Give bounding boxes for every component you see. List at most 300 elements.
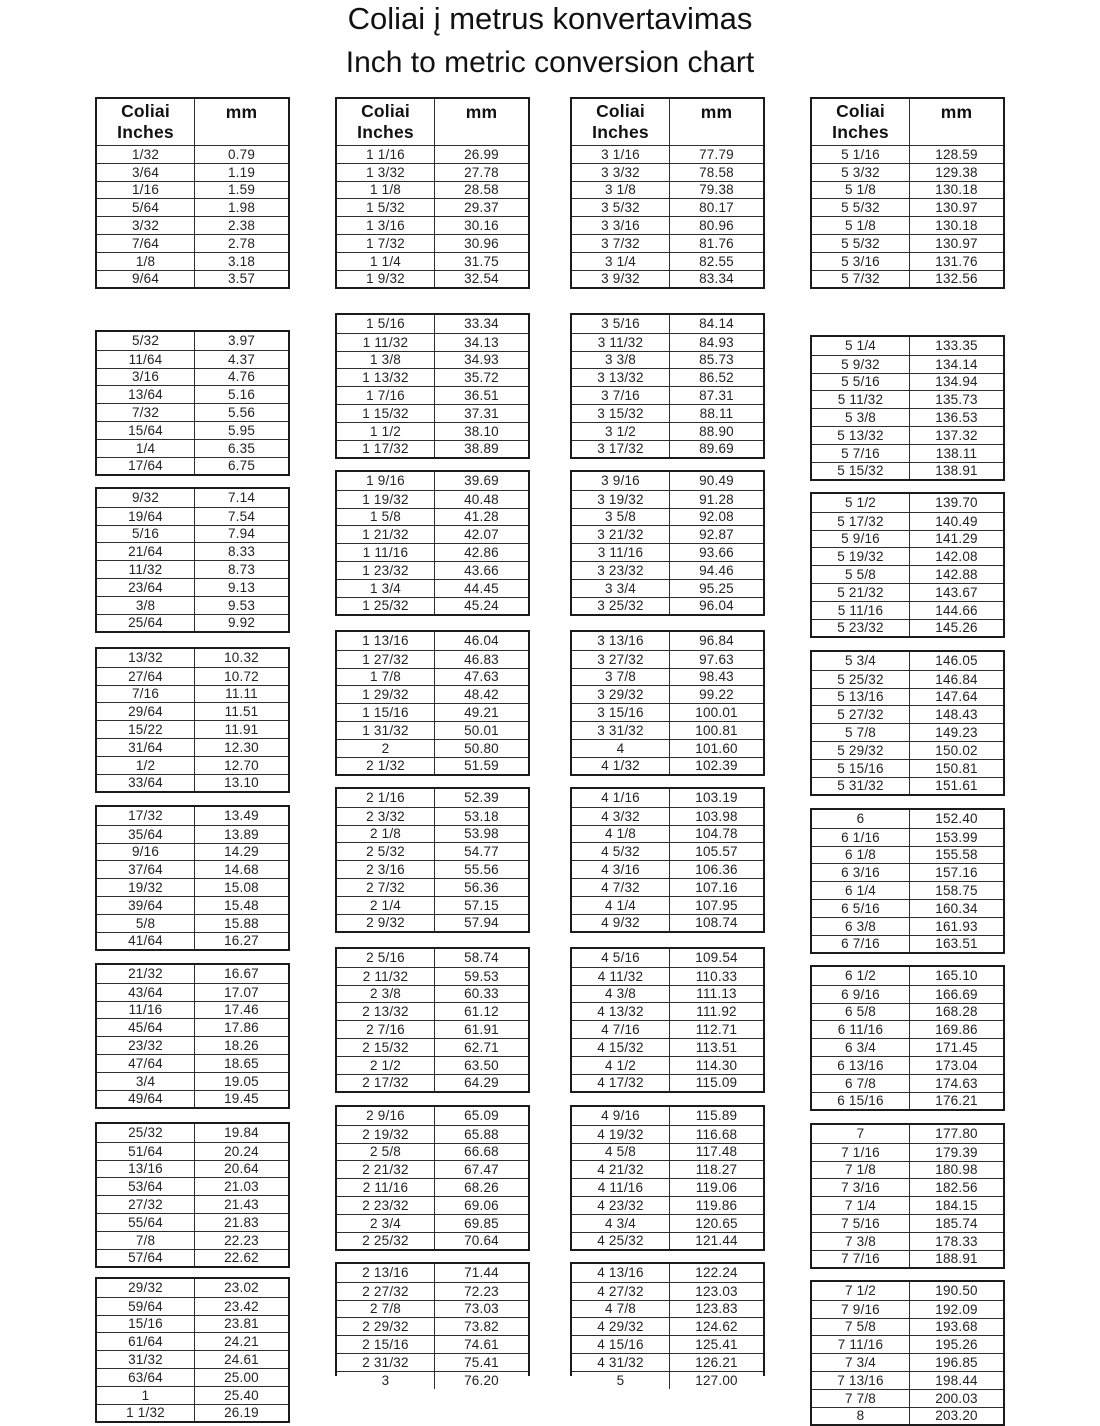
- table-row: [812, 1232, 1003, 1250]
- inches-cell: 7: [812, 1125, 910, 1143]
- mm-cell: 17.86: [224, 1020, 259, 1036]
- inches-cell: 5/32: [97, 332, 195, 350]
- inches-cell: 5 9/32: [812, 356, 910, 373]
- mm-cell: 15.08: [224, 880, 259, 896]
- mm-cell: 4.37: [227, 351, 256, 367]
- inches-cell: 6 7/16: [812, 936, 910, 953]
- mm-cell: 47.63: [464, 669, 499, 685]
- inches-header-line2: Inches: [357, 122, 414, 142]
- inches-cell: 1 5/8: [337, 509, 435, 526]
- mm-cell: 61.91: [464, 1022, 499, 1038]
- table-row: [572, 949, 763, 967]
- table-row: [812, 1282, 1003, 1300]
- inches-header-line1: Coliai: [361, 101, 410, 121]
- mm-cell: 149.23: [935, 725, 978, 741]
- inches-cell: 11/32: [97, 561, 195, 578]
- table-row: [572, 985, 763, 1003]
- inches-cell: 21/64: [97, 543, 195, 560]
- mm-cell: 143.67: [935, 584, 978, 600]
- table-row: [572, 668, 763, 686]
- inches-cell: 5/8: [97, 915, 195, 932]
- inches-cell: 23/32: [97, 1037, 195, 1054]
- table-row: [812, 619, 1003, 637]
- table-row: [337, 1282, 528, 1300]
- table-row: [572, 1056, 763, 1074]
- table-row: [572, 914, 763, 932]
- inches-cell: 1 7/8: [337, 669, 435, 686]
- mm-cell: 118.27: [695, 1162, 738, 1178]
- mm-cell: 25.00: [224, 1369, 259, 1385]
- inches-cell: 1 1/8: [337, 182, 435, 199]
- inches-cell: 6 1/8: [812, 847, 910, 864]
- inches-cell: 33/64: [97, 775, 195, 792]
- table-row: [812, 1335, 1003, 1353]
- table-row: [812, 337, 1003, 355]
- mm-cell: 130.97: [935, 200, 978, 216]
- mm-cell: 136.53: [935, 410, 978, 426]
- inches-cell: 1/4: [97, 440, 195, 457]
- mm-cell: 8.33: [227, 544, 256, 560]
- inches-cell: 2 1/2: [337, 1057, 435, 1074]
- inches-cell: 2 23/32: [337, 1197, 435, 1214]
- mm-cell: 140.49: [935, 513, 978, 529]
- table-row: [572, 1282, 763, 1300]
- table-row: [337, 386, 528, 404]
- mm-cell: 11.91: [224, 722, 259, 738]
- inches-cell: 5 15/16: [812, 760, 910, 777]
- mm-cell: 26.19: [224, 1405, 259, 1421]
- table-row: [337, 163, 528, 181]
- table-row: [572, 721, 763, 739]
- inches-cell: 4 13/32: [572, 1003, 670, 1020]
- mm-cell: 66.68: [464, 1144, 499, 1160]
- table-row: [812, 373, 1003, 391]
- table-row: [97, 1231, 288, 1249]
- inches-cell: 1 1/32: [97, 1405, 195, 1422]
- table-row: [812, 1161, 1003, 1179]
- table-row: [337, 632, 528, 650]
- mm-cell: 111.92: [696, 1004, 737, 1020]
- inches-cell: 13/16: [97, 1161, 195, 1178]
- inches-cell: 2 1/8: [337, 826, 435, 843]
- mm-cell: 38.10: [464, 423, 499, 439]
- table-row: [572, 234, 763, 252]
- table-row: [572, 579, 763, 597]
- table-row: [97, 614, 288, 632]
- inches-header-cell: [97, 99, 195, 145]
- conversion-table: [570, 1262, 765, 1388]
- mm-cell: 6.75: [227, 458, 256, 474]
- mm-cell: 11.51: [224, 704, 259, 720]
- mm-cell: 92.87: [699, 527, 734, 543]
- table-row: [572, 757, 763, 775]
- table-row: [812, 881, 1003, 899]
- table-row: [812, 252, 1003, 270]
- mm-cell: 3.97: [227, 333, 256, 349]
- inches-cell: 7 5/8: [812, 1319, 910, 1336]
- inches-cell: 7 7/16: [812, 1251, 910, 1268]
- mm-cell: 138.11: [935, 445, 978, 461]
- inches-cell: 3 13/32: [572, 369, 670, 386]
- table-row: [337, 1214, 528, 1232]
- inches-cell: 17/64: [97, 458, 195, 475]
- inches-cell: 6 1/2: [812, 967, 910, 985]
- inches-cell: 1/2: [97, 757, 195, 774]
- table-row: [337, 685, 528, 703]
- table-row: [812, 705, 1003, 723]
- inches-cell: 5 3/4: [812, 652, 910, 670]
- inches-cell: 23/64: [97, 579, 195, 596]
- mm-cell: 112.71: [695, 1022, 738, 1038]
- mm-cell: 23.42: [224, 1298, 259, 1314]
- table-row: [97, 965, 288, 983]
- mm-cell: 42.07: [464, 527, 499, 543]
- inches-cell: 5 21/32: [812, 584, 910, 601]
- table-row: [337, 270, 528, 288]
- inches-cell: 5/64: [97, 199, 195, 216]
- mm-cell: 20.64: [224, 1161, 259, 1177]
- table-row: [337, 543, 528, 561]
- mm-cell: 10.32: [224, 650, 259, 666]
- inches-cell: 5 1/8: [812, 182, 910, 199]
- table-row: [97, 542, 288, 560]
- mm-cell: 22.62: [224, 1250, 259, 1266]
- table-row: [97, 270, 288, 288]
- inches-cell: 7 1/8: [812, 1162, 910, 1179]
- table-row: [812, 985, 1003, 1003]
- table-row: [572, 252, 763, 270]
- table-row: [337, 860, 528, 878]
- mm-cell: 69.06: [464, 1197, 499, 1213]
- mm-cell: 34.13: [464, 334, 499, 350]
- mm-cell: 15.48: [224, 897, 259, 913]
- table-row: [337, 404, 528, 422]
- table-row: [572, 216, 763, 234]
- mm-cell: 173.04: [935, 1057, 978, 1073]
- inches-header-cell: [337, 99, 435, 145]
- table-row: [337, 1038, 528, 1056]
- inches-cell: 1 1/4: [337, 253, 435, 270]
- inches-cell: 5 23/32: [812, 620, 910, 637]
- inches-cell: 2 11/16: [337, 1179, 435, 1196]
- table-row: [337, 525, 528, 543]
- table-row: [572, 1196, 763, 1214]
- inches-cell: 2 21/32: [337, 1161, 435, 1178]
- table-row: [572, 632, 763, 650]
- mm-cell: 96.84: [699, 633, 734, 649]
- mm-cell: 16.27: [224, 933, 259, 949]
- mm-cell: 73.82: [464, 1319, 499, 1335]
- inches-cell: 7/64: [97, 235, 195, 252]
- table-row: [97, 1279, 288, 1297]
- table-row: [337, 914, 528, 932]
- inches-cell: 3 15/32: [572, 405, 670, 422]
- table-row: [337, 1300, 528, 1318]
- mm-cell: 93.66: [699, 545, 734, 561]
- inches-cell: 2 13/16: [337, 1264, 435, 1282]
- conversion-table: [810, 650, 1005, 796]
- inches-cell: 3 1/2: [572, 423, 670, 440]
- mm-cell: 99.22: [699, 687, 734, 703]
- inches-cell: 5 1/16: [812, 146, 910, 163]
- table-row: [337, 1371, 528, 1389]
- table-row: [337, 1178, 528, 1196]
- inches-cell: 3 31/32: [572, 722, 670, 739]
- mm-cell: 102.39: [695, 758, 738, 774]
- table-row: [337, 333, 528, 351]
- inches-cell: 5 7/8: [812, 724, 910, 741]
- mm-cell: 83.34: [699, 271, 734, 287]
- table-row: [812, 846, 1003, 864]
- mm-cell: 5.95: [227, 422, 256, 438]
- inches-cell: 1 5/32: [337, 199, 435, 216]
- inches-cell: 1/16: [97, 182, 195, 199]
- table-row: [97, 1315, 288, 1333]
- table-row: [337, 579, 528, 597]
- table-row: [97, 596, 288, 614]
- table-row: [97, 914, 288, 932]
- mm-cell: 46.04: [464, 633, 499, 649]
- inches-cell: 3 7/8: [572, 669, 670, 686]
- mm-cell: 166.69: [935, 986, 978, 1002]
- mm-cell: 4.76: [227, 369, 256, 385]
- inches-cell: 37/64: [97, 861, 195, 878]
- table-row: [337, 252, 528, 270]
- mm-cell: 85.73: [699, 352, 734, 368]
- mm-cell: 30.96: [464, 235, 499, 251]
- inches-cell: 4 5/32: [572, 843, 670, 860]
- mm-cell: 115.89: [695, 1108, 738, 1124]
- table-row: [572, 1232, 763, 1250]
- mm-cell: 179.39: [935, 1144, 978, 1160]
- table-row: [337, 789, 528, 807]
- inches-cell: 47/64: [97, 1055, 195, 1072]
- inches-cell: 1 5/16: [337, 315, 435, 333]
- table-row: [572, 825, 763, 843]
- inches-cell: 7 1/16: [812, 1144, 910, 1161]
- table-row: [97, 1297, 288, 1315]
- table-row: [812, 530, 1003, 548]
- inches-cell: 27/32: [97, 1196, 195, 1213]
- mm-cell: 33.34: [464, 316, 499, 332]
- mm-cell: 1.19: [227, 164, 256, 180]
- table-row: [97, 457, 288, 475]
- inches-cell: 5 5/8: [812, 566, 910, 583]
- mm-cell: 13.89: [224, 826, 259, 842]
- mm-cell: 142.08: [935, 549, 978, 565]
- table-row: [337, 757, 528, 775]
- table-row: [812, 1020, 1003, 1038]
- mm-cell: 13.49: [224, 808, 259, 824]
- mm-cell: 176.21: [935, 1093, 978, 1109]
- mm-cell: 9.13: [227, 579, 256, 595]
- table-row: [337, 668, 528, 686]
- inches-cell: 5 29/32: [812, 742, 910, 759]
- mm-cell: 125.41: [695, 1337, 738, 1353]
- inches-cell: 1 3/32: [337, 164, 435, 181]
- mm-cell: 20.24: [224, 1143, 259, 1159]
- table-row: [572, 789, 763, 807]
- table-row: [572, 1074, 763, 1092]
- table-row: [97, 1124, 288, 1142]
- table-row: [337, 739, 528, 757]
- conversion-table: [810, 1280, 1005, 1426]
- table-row: [812, 1125, 1003, 1143]
- mm-cell: 24.21: [224, 1334, 259, 1350]
- mm-cell: 19.45: [224, 1091, 259, 1107]
- table-row: [97, 578, 288, 596]
- inches-cell: 39/64: [97, 897, 195, 914]
- mm-header-cell: mm: [940, 102, 973, 122]
- inches-cell: 15/22: [97, 721, 195, 738]
- inches-cell: 1 17/32: [337, 441, 435, 458]
- conversion-table: [95, 963, 290, 1109]
- table-row: [97, 738, 288, 756]
- mm-cell: 103.98: [695, 808, 738, 824]
- table-row: [812, 1407, 1003, 1425]
- table-row: [97, 1195, 288, 1213]
- inches-cell: 35/64: [97, 826, 195, 843]
- table-row: [337, 181, 528, 199]
- mm-cell: 2.78: [227, 235, 256, 251]
- table-row: [572, 198, 763, 216]
- inches-cell: 5 3/16: [812, 253, 910, 270]
- mm-cell: 63.50: [464, 1057, 499, 1073]
- table-row: [572, 386, 763, 404]
- mm-cell: 108.74: [695, 915, 738, 931]
- inches-cell: 3/32: [97, 217, 195, 234]
- mm-cell: 124.62: [695, 1319, 738, 1335]
- table-row: [572, 1143, 763, 1161]
- mm-cell: 53.18: [464, 808, 499, 824]
- inches-cell: 5 15/32: [812, 463, 910, 480]
- table-row: [97, 983, 288, 1001]
- inches-cell: 3 11/16: [572, 544, 670, 561]
- mm-cell: 165.10: [935, 968, 978, 984]
- mm-cell: 21.43: [224, 1197, 259, 1213]
- inches-cell: 2 7/32: [337, 879, 435, 896]
- table-row: [337, 896, 528, 914]
- mm-cell: 122.24: [695, 1265, 738, 1281]
- mm-cell: 168.28: [935, 1004, 978, 1020]
- table-row: [812, 234, 1003, 252]
- mm-cell: 89.69: [699, 441, 734, 457]
- inches-cell: 19/32: [97, 879, 195, 896]
- table-row: [812, 723, 1003, 741]
- table-row: [97, 1036, 288, 1054]
- mm-cell: 178.33: [935, 1233, 978, 1249]
- inches-cell: 6: [812, 810, 910, 828]
- table-row: [97, 932, 288, 950]
- mm-cell: 119.86: [695, 1197, 738, 1213]
- table-row: [572, 270, 763, 288]
- mm-cell: 14.68: [224, 862, 259, 878]
- mm-cell: 129.38: [935, 164, 978, 180]
- table-row: [97, 1142, 288, 1160]
- table-row: [812, 1196, 1003, 1214]
- mm-cell: 16.67: [224, 966, 259, 982]
- inches-cell: 7 7/8: [812, 1390, 910, 1407]
- table-row: [337, 561, 528, 579]
- mm-cell: 21.83: [224, 1214, 259, 1230]
- inches-cell: 2 5/16: [337, 949, 435, 967]
- table-row: [572, 543, 763, 561]
- inches-cell: 3 3/32: [572, 164, 670, 181]
- inches-cell: 41/64: [97, 933, 195, 950]
- table-row: [337, 1107, 528, 1125]
- conversion-table: [335, 947, 530, 1093]
- inches-cell: 2 31/32: [337, 1354, 435, 1371]
- inches-cell: 11/16: [97, 1002, 195, 1019]
- mm-cell: 95.25: [699, 580, 734, 596]
- table-row: [572, 896, 763, 914]
- table-row: [337, 1317, 528, 1335]
- inches-cell: 2 1/32: [337, 758, 435, 775]
- mm-cell: 150.02: [935, 742, 978, 758]
- mm-cell: 68.26: [464, 1180, 499, 1196]
- conversion-table: [570, 947, 765, 1093]
- mm-cell: 123.03: [695, 1283, 738, 1299]
- mm-cell: 113.51: [695, 1039, 738, 1055]
- inches-cell: 43/64: [97, 984, 195, 1001]
- mm-cell: 14.29: [224, 844, 259, 860]
- inches-cell: 3 25/32: [572, 598, 670, 615]
- inches-cell: 31/64: [97, 739, 195, 756]
- inches-header-line1: Coliai: [121, 101, 170, 121]
- conversion-table: [95, 487, 290, 633]
- mm-cell: 144.66: [935, 602, 978, 618]
- table-row: [337, 650, 528, 668]
- table-row: [812, 426, 1003, 444]
- conversion-table: [95, 330, 290, 476]
- inches-cell: 6 5/16: [812, 900, 910, 917]
- table-row: [97, 1160, 288, 1178]
- inches-cell: 3 13/16: [572, 632, 670, 650]
- inches-cell: 7 11/16: [812, 1336, 910, 1353]
- table-row: [337, 1056, 528, 1074]
- inches-cell: 2 19/32: [337, 1126, 435, 1143]
- mm-cell: 203.20: [935, 1408, 978, 1424]
- inches-cell: 3 7/32: [572, 235, 670, 252]
- table-row: [572, 842, 763, 860]
- mm-cell: 134.14: [935, 356, 978, 372]
- inches-cell: 4 1/16: [572, 789, 670, 807]
- inches-cell: 2 25/32: [337, 1233, 435, 1250]
- inches-header-line1: Coliai: [836, 101, 885, 121]
- inches-cell: 3 7/16: [572, 387, 670, 404]
- mm-cell: 116.68: [695, 1126, 738, 1142]
- mm-cell: 24.61: [224, 1352, 259, 1368]
- table-row: [812, 270, 1003, 288]
- table-row: [97, 1350, 288, 1368]
- table-row: [812, 181, 1003, 199]
- inches-cell: 7 3/16: [812, 1179, 910, 1196]
- mm-cell: 23.81: [224, 1316, 259, 1332]
- inches-cell: 5 7/16: [812, 445, 910, 462]
- conversion-table: [810, 1123, 1005, 1269]
- mm-cell: 69.85: [464, 1215, 499, 1231]
- inches-cell: 11/64: [97, 351, 195, 368]
- inches-cell: 27/64: [97, 668, 195, 685]
- table-row: [812, 216, 1003, 234]
- mm-cell: 17.07: [224, 984, 259, 1000]
- inches-cell: 1 13/32: [337, 369, 435, 386]
- mm-cell: 169.86: [935, 1022, 978, 1038]
- mm-cell: 1.59: [227, 182, 256, 198]
- inches-cell: 4 17/32: [572, 1075, 670, 1092]
- mm-cell: 35.72: [464, 370, 499, 386]
- mm-cell: 17.46: [224, 1002, 259, 1018]
